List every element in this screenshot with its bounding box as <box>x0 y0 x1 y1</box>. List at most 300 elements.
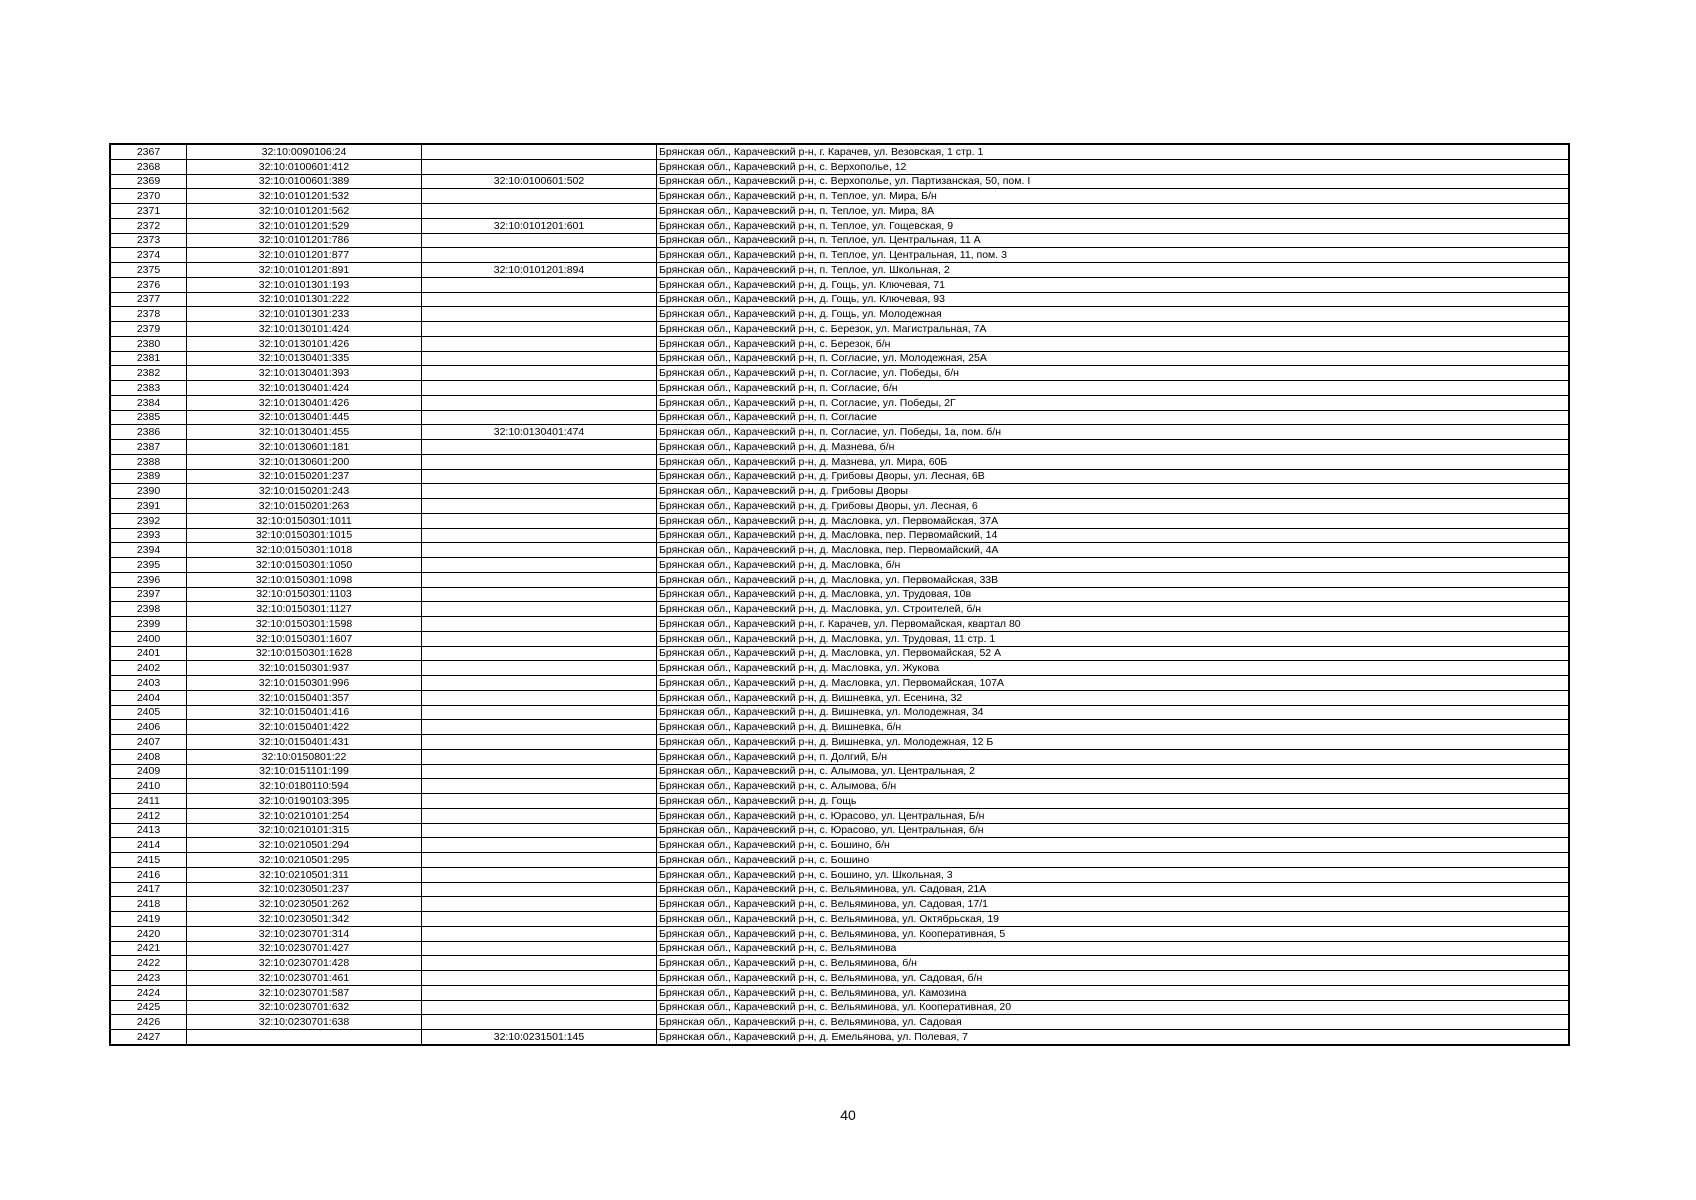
cadastral-number-cell: 32:10:0130401:426 <box>187 395 422 410</box>
object-number-cell <box>422 956 657 971</box>
address-cell: Брянская обл., Карачевский р-н, п. Теплое, ул. Мира, 8А <box>657 204 1570 219</box>
cadastral-number-cell: 32:10:0130401:445 <box>187 410 422 425</box>
row-number-cell: 2423 <box>110 971 187 986</box>
row-number-cell: 2373 <box>110 233 187 248</box>
object-number-cell <box>422 735 657 750</box>
cadastral-number-cell: 32:10:0090106:24 <box>187 144 422 159</box>
table-row <box>110 469 1569 484</box>
table-row <box>110 882 1569 897</box>
address-cell: Брянская обл., Карачевский р-н, п. Согласие, ул. Молодежная, 25А <box>657 351 1570 366</box>
address-cell: Брянская обл., Карачевский р-н, п. Теплое, ул. Центральная, 11, пом. 3 <box>657 248 1570 263</box>
address-cell: Брянская обл., Карачевский р-н, д. Масловка, б/н <box>657 558 1570 573</box>
row-number-cell: 2378 <box>110 307 187 322</box>
address-cell: Брянская обл., Карачевский р-н, д. Гощь, ул. Ключевая, 93 <box>657 292 1570 307</box>
table-row <box>110 440 1569 455</box>
object-number-cell <box>422 395 657 410</box>
table-row <box>110 174 1569 189</box>
cadastral-number-cell: 32:10:0150401:431 <box>187 735 422 750</box>
table-row <box>110 749 1569 764</box>
row-number-cell: 2395 <box>110 558 187 573</box>
table-row <box>110 897 1569 912</box>
row-number-cell: 2387 <box>110 440 187 455</box>
address-cell: Брянская обл., Карачевский р-н, д. Масловка, ул. Первомайская, 37А <box>657 513 1570 528</box>
table-row <box>110 646 1569 661</box>
row-number-cell: 2391 <box>110 499 187 514</box>
address-cell: Брянская обл., Карачевский р-н, п. Согласие, б/н <box>657 381 1570 396</box>
cadastral-number-cell: 32:10:0150801:22 <box>187 749 422 764</box>
table-row <box>110 159 1569 174</box>
row-number-cell: 2427 <box>110 1030 187 1045</box>
address-cell: Брянская обл., Карачевский р-н, с. Вельяминова, ул. Камозина <box>657 985 1570 1000</box>
row-number-cell: 2379 <box>110 322 187 337</box>
row-number-cell: 2415 <box>110 853 187 868</box>
row-number-cell: 2384 <box>110 395 187 410</box>
row-number-cell: 2414 <box>110 838 187 853</box>
address-cell: Брянская обл., Карачевский р-н, с. Бошино, ул. Школьная, 3 <box>657 867 1570 882</box>
cadastral-number-cell: 32:10:0130101:424 <box>187 322 422 337</box>
cadastral-number-cell: 32:10:0210501:311 <box>187 867 422 882</box>
object-number-cell <box>422 971 657 986</box>
object-number-cell: 32:10:0101201:894 <box>422 263 657 278</box>
cadastral-number-cell: 32:10:0130401:455 <box>187 425 422 440</box>
object-number-cell <box>422 351 657 366</box>
cadastral-number-cell: 32:10:0230501:237 <box>187 882 422 897</box>
object-number-cell <box>422 749 657 764</box>
object-number-cell <box>422 779 657 794</box>
table-row <box>110 794 1569 809</box>
object-number-cell <box>422 587 657 602</box>
object-number-cell <box>422 248 657 263</box>
table-row <box>110 823 1569 838</box>
cadastral-number-cell: 32:10:0130101:426 <box>187 336 422 351</box>
address-cell: Брянская обл., Карачевский р-н, с. Алымова, ул. Центральная, 2 <box>657 764 1570 779</box>
table-body <box>110 144 1569 1045</box>
cadastral-number-cell: 32:10:0230701:587 <box>187 985 422 1000</box>
row-number-cell: 2370 <box>110 189 187 204</box>
table-row <box>110 587 1569 602</box>
cadastral-number-cell: 32:10:0130401:424 <box>187 381 422 396</box>
cadastral-number-cell: 32:10:0101201:786 <box>187 233 422 248</box>
row-number-cell: 2371 <box>110 204 187 219</box>
table-row <box>110 528 1569 543</box>
table-row <box>110 838 1569 853</box>
cadastral-number-cell: 32:10:0150401:416 <box>187 705 422 720</box>
address-cell: Брянская обл., Карачевский р-н, с. Вельяминова, ул. Садовая <box>657 1015 1570 1030</box>
object-number-cell <box>422 867 657 882</box>
table-row <box>110 543 1569 558</box>
table-row <box>110 808 1569 823</box>
cadastral-number-cell: 32:10:0230501:262 <box>187 897 422 912</box>
address-cell: Брянская обл., Карачевский р-н, д. Масловка, ул. Первомайская, 33В <box>657 572 1570 587</box>
cadastral-number-cell: 32:10:0210101:254 <box>187 808 422 823</box>
address-cell: Брянская обл., Карачевский р-н, с. Вельяминова, ул. Садовая, 17/1 <box>657 897 1570 912</box>
row-number-cell: 2411 <box>110 794 187 809</box>
cadastral-number-cell: 32:10:0150201:263 <box>187 499 422 514</box>
row-number-cell: 2404 <box>110 690 187 705</box>
cadastral-number-cell: 32:10:0150201:237 <box>187 469 422 484</box>
object-number-cell <box>422 690 657 705</box>
table-row <box>110 912 1569 927</box>
row-number-cell: 2410 <box>110 779 187 794</box>
row-number-cell: 2400 <box>110 631 187 646</box>
row-number-cell: 2376 <box>110 277 187 292</box>
cadastral-number-cell: 32:10:0230701:314 <box>187 926 422 941</box>
address-cell: Брянская обл., Карачевский р-н, с. Верхополье, ул. Партизанская, 50, пом. I <box>657 174 1570 189</box>
object-number-cell <box>422 617 657 632</box>
address-cell: Брянская обл., Карачевский р-н, д. Емельянова, ул. Полевая, 7 <box>657 1030 1570 1045</box>
table-row <box>110 602 1569 617</box>
row-number-cell: 2398 <box>110 602 187 617</box>
cadastral-number-cell: 32:10:0150201:243 <box>187 484 422 499</box>
object-number-cell <box>422 720 657 735</box>
row-number-cell: 2386 <box>110 425 187 440</box>
cadastral-number-cell: 32:10:0150301:1103 <box>187 587 422 602</box>
table-row <box>110 189 1569 204</box>
address-cell: Брянская обл., Карачевский р-н, д. Гощь, ул. Молодежная <box>657 307 1570 322</box>
address-cell: Брянская обл., Карачевский р-н, д. Масловка, ул. Жукова <box>657 661 1570 676</box>
address-cell: Брянская обл., Карачевский р-н, д. Грибовы Дворы, ул. Лесная, 6 <box>657 499 1570 514</box>
object-number-cell <box>422 307 657 322</box>
row-number-cell: 2420 <box>110 926 187 941</box>
table-row <box>110 425 1569 440</box>
row-number-cell: 2369 <box>110 174 187 189</box>
object-number-cell <box>422 676 657 691</box>
address-cell: Брянская обл., Карачевский р-н, п. Согласие <box>657 410 1570 425</box>
table-row <box>110 926 1569 941</box>
row-number-cell: 2385 <box>110 410 187 425</box>
object-number-cell: 32:10:0130401:474 <box>422 425 657 440</box>
object-number-cell <box>422 661 657 676</box>
row-number-cell: 2377 <box>110 292 187 307</box>
address-cell: Брянская обл., Карачевский р-н, с. Алымова, б/н <box>657 779 1570 794</box>
object-number-cell <box>422 853 657 868</box>
address-cell: Брянская обл., Карачевский р-н, п. Теплое, ул. Школьная, 2 <box>657 263 1570 278</box>
object-number-cell <box>422 985 657 1000</box>
cadastral-number-cell: 32:10:0100601:389 <box>187 174 422 189</box>
table-row <box>110 410 1569 425</box>
address-cell: Брянская обл., Карачевский р-н, д. Масловка, ул. Трудовая, 10в <box>657 587 1570 602</box>
object-number-cell <box>422 1015 657 1030</box>
address-cell: Брянская обл., Карачевский р-н, с. Березок, ул. Магистральная, 7А <box>657 322 1570 337</box>
object-number-cell <box>422 381 657 396</box>
address-cell: Брянская обл., Карачевский р-н, д. Гощь, ул. Ключевая, 71 <box>657 277 1570 292</box>
object-number-cell <box>422 926 657 941</box>
cadastral-number-cell: 32:10:0180110:594 <box>187 779 422 794</box>
object-number-cell <box>422 277 657 292</box>
address-cell: Брянская обл., Карачевский р-н, д. Грибовы Дворы, ул. Лесная, 6В <box>657 469 1570 484</box>
object-number-cell <box>422 1000 657 1015</box>
row-number-cell: 2407 <box>110 735 187 750</box>
page-number: 40 <box>840 1107 856 1123</box>
cadastral-number-cell: 32:10:0150401:357 <box>187 690 422 705</box>
table-row <box>110 735 1569 750</box>
address-cell: Брянская обл., Карачевский р-н, п. Долгий, Б/н <box>657 749 1570 764</box>
object-number-cell <box>422 159 657 174</box>
cadastral-number-cell: 32:10:0150301:1628 <box>187 646 422 661</box>
table-row <box>110 985 1569 1000</box>
object-number-cell <box>422 454 657 469</box>
cadastral-number-cell: 32:10:0150301:937 <box>187 661 422 676</box>
object-number-cell <box>422 646 657 661</box>
object-number-cell <box>422 410 657 425</box>
object-number-cell <box>422 808 657 823</box>
row-number-cell: 2368 <box>110 159 187 174</box>
object-number-cell <box>422 499 657 514</box>
cadastral-number-cell: 32:10:0130401:335 <box>187 351 422 366</box>
row-number-cell: 2425 <box>110 1000 187 1015</box>
object-number-cell <box>422 189 657 204</box>
object-number-cell <box>422 558 657 573</box>
address-cell: Брянская обл., Карачевский р-н, д. Вишневка, ул. Молодежная, 34 <box>657 705 1570 720</box>
table-row <box>110 941 1569 956</box>
cadastral-number-cell: 32:10:0210101:315 <box>187 823 422 838</box>
table-row <box>110 705 1569 720</box>
object-number-cell <box>422 897 657 912</box>
object-number-cell: 32:10:0231501:145 <box>422 1030 657 1045</box>
address-cell: Брянская обл., Карачевский р-н, п. Согласие, ул. Победы, 2Г <box>657 395 1570 410</box>
row-number-cell: 2367 <box>110 144 187 159</box>
cadastral-number-cell: 32:10:0230701:632 <box>187 1000 422 1015</box>
address-cell: Брянская обл., Карачевский р-н, д. Масловка, ул. Первомайская, 52 А <box>657 646 1570 661</box>
table-row <box>110 366 1569 381</box>
object-number-cell <box>422 838 657 853</box>
row-number-cell: 2393 <box>110 528 187 543</box>
cadastral-number-cell <box>187 1030 422 1045</box>
row-number-cell: 2403 <box>110 676 187 691</box>
row-number-cell: 2390 <box>110 484 187 499</box>
address-cell: Брянская обл., Карачевский р-н, д. Масловка, ул. Строителей, б/н <box>657 602 1570 617</box>
row-number-cell: 2405 <box>110 705 187 720</box>
object-number-cell <box>422 484 657 499</box>
table-row <box>110 720 1569 735</box>
cadastral-number-cell: 32:10:0130601:181 <box>187 440 422 455</box>
table-row <box>110 454 1569 469</box>
address-cell: Брянская обл., Карачевский р-н, с. Бошино, б/н <box>657 838 1570 853</box>
cadastral-number-cell: 32:10:0101201:891 <box>187 263 422 278</box>
table-row <box>110 395 1569 410</box>
row-number-cell: 2424 <box>110 985 187 1000</box>
row-number-cell: 2416 <box>110 867 187 882</box>
table-row <box>110 307 1569 322</box>
address-cell: Брянская обл., Карачевский р-н, г. Карачев, ул. Первомайская, квартал 80 <box>657 617 1570 632</box>
table-row <box>110 233 1569 248</box>
address-cell: Брянская обл., Карачевский р-н, д. Вишневка, ул. Есенина, 32 <box>657 690 1570 705</box>
table-row <box>110 381 1569 396</box>
cadastral-number-cell: 32:10:0230701:427 <box>187 941 422 956</box>
object-number-cell <box>422 543 657 558</box>
row-number-cell: 2426 <box>110 1015 187 1030</box>
cadastral-number-cell: 32:10:0101201:529 <box>187 218 422 233</box>
table-row <box>110 292 1569 307</box>
row-number-cell: 2401 <box>110 646 187 661</box>
row-number-cell: 2421 <box>110 941 187 956</box>
address-cell: Брянская обл., Карачевский р-н, д. Вишневка, б/н <box>657 720 1570 735</box>
row-number-cell: 2382 <box>110 366 187 381</box>
cadastral-number-cell: 32:10:0150401:422 <box>187 720 422 735</box>
table-row <box>110 764 1569 779</box>
table-row <box>110 853 1569 868</box>
cadastral-number-cell: 32:10:0150301:1018 <box>187 543 422 558</box>
table-row <box>110 779 1569 794</box>
table-row <box>110 336 1569 351</box>
address-cell: Брянская обл., Карачевский р-н, с. Вельяминова, ул. Октябрьская, 19 <box>657 912 1570 927</box>
cadastral-number-cell: 32:10:0150301:1127 <box>187 602 422 617</box>
address-cell: Брянская обл., Карачевский р-н, д. Мазнева, б/н <box>657 440 1570 455</box>
row-number-cell: 2383 <box>110 381 187 396</box>
cadastral-number-cell: 32:10:0101301:222 <box>187 292 422 307</box>
row-number-cell: 2417 <box>110 882 187 897</box>
table-row <box>110 572 1569 587</box>
object-number-cell: 32:10:0101201:601 <box>422 218 657 233</box>
cadastral-number-cell: 32:10:0150301:1098 <box>187 572 422 587</box>
row-number-cell: 2408 <box>110 749 187 764</box>
address-cell: Брянская обл., Карачевский р-н, д. Масловка, ул. Трудовая, 11 стр. 1 <box>657 631 1570 646</box>
cadastral-number-cell: 32:10:0100601:412 <box>187 159 422 174</box>
cadastral-number-cell: 32:10:0150301:996 <box>187 676 422 691</box>
address-cell: Брянская обл., Карачевский р-н, д. Масловка, ул. Первомайская, 107А <box>657 676 1570 691</box>
object-number-cell <box>422 764 657 779</box>
address-cell: Брянская обл., Карачевский р-н, с. Вельяминова, ул. Садовая, 21А <box>657 882 1570 897</box>
cadastral-number-cell: 32:10:0230701:428 <box>187 956 422 971</box>
row-number-cell: 2381 <box>110 351 187 366</box>
cadastral-number-cell: 32:10:0230701:638 <box>187 1015 422 1030</box>
row-number-cell: 2396 <box>110 572 187 587</box>
address-cell: Брянская обл., Карачевский р-н, с. Вельяминова, ул. Кооперативная, 20 <box>657 1000 1570 1015</box>
table-row <box>110 1030 1569 1045</box>
object-number-cell <box>422 572 657 587</box>
row-number-cell: 2372 <box>110 218 187 233</box>
address-cell: Брянская обл., Карачевский р-н, д. Грибовы Дворы <box>657 484 1570 499</box>
table-row <box>110 351 1569 366</box>
object-number-cell <box>422 823 657 838</box>
address-cell: Брянская обл., Карачевский р-н, п. Теплое, ул. Мира, Б/н <box>657 189 1570 204</box>
cadastral-number-cell: 32:10:0150301:1015 <box>187 528 422 543</box>
row-number-cell: 2412 <box>110 808 187 823</box>
register-table <box>109 143 1570 1046</box>
table-row <box>110 558 1569 573</box>
table-row <box>110 690 1569 705</box>
row-number-cell: 2374 <box>110 248 187 263</box>
cadastral-number-cell: 32:10:0150301:1607 <box>187 631 422 646</box>
row-number-cell: 2399 <box>110 617 187 632</box>
row-number-cell: 2380 <box>110 336 187 351</box>
object-number-cell <box>422 941 657 956</box>
table-row <box>110 971 1569 986</box>
cadastral-number-cell: 32:10:0230501:342 <box>187 912 422 927</box>
table-row <box>110 956 1569 971</box>
table-row <box>110 144 1569 159</box>
address-cell: Брянская обл., Карачевский р-н, п. Теплое, ул. Центральная, 11 А <box>657 233 1570 248</box>
cadastral-number-cell: 32:10:0150301:1011 <box>187 513 422 528</box>
table-row <box>110 676 1569 691</box>
cadastral-number-cell: 32:10:0101301:233 <box>187 307 422 322</box>
object-number-cell <box>422 513 657 528</box>
object-number-cell <box>422 602 657 617</box>
address-cell: Брянская обл., Карачевский р-н, д. Мазнева, ул. Мира, 60Б <box>657 454 1570 469</box>
address-cell: Брянская обл., Карачевский р-н, г. Карачев, ул. Везовская, 1 стр. 1 <box>657 144 1570 159</box>
table-row <box>110 263 1569 278</box>
table-row <box>110 631 1569 646</box>
object-number-cell <box>422 292 657 307</box>
address-cell: Брянская обл., Карачевский р-н, с. Юрасово, ул. Центральная, Б/н <box>657 808 1570 823</box>
row-number-cell: 2422 <box>110 956 187 971</box>
cadastral-number-cell: 32:10:0210501:294 <box>187 838 422 853</box>
object-number-cell <box>422 469 657 484</box>
row-number-cell: 2392 <box>110 513 187 528</box>
address-cell: Брянская обл., Карачевский р-н, д. Масловка, пер. Первомайский, 14 <box>657 528 1570 543</box>
table-row <box>110 867 1569 882</box>
object-number-cell <box>422 233 657 248</box>
table-row <box>110 204 1569 219</box>
object-number-cell <box>422 322 657 337</box>
object-number-cell <box>422 631 657 646</box>
address-cell: Брянская обл., Карачевский р-н, п. Согласие, ул. Победы, 1а, пом. б/н <box>657 425 1570 440</box>
cadastral-number-cell: 32:10:0130601:200 <box>187 454 422 469</box>
object-number-cell <box>422 204 657 219</box>
table-row <box>110 322 1569 337</box>
object-number-cell <box>422 336 657 351</box>
object-number-cell: 32:10:0100601:502 <box>422 174 657 189</box>
object-number-cell <box>422 705 657 720</box>
cadastral-number-cell: 32:10:0130401:393 <box>187 366 422 381</box>
cadastral-number-cell: 32:10:0230701:461 <box>187 971 422 986</box>
row-number-cell: 2418 <box>110 897 187 912</box>
cadastral-number-cell: 32:10:0101201:562 <box>187 204 422 219</box>
address-cell: Брянская обл., Карачевский р-н, с. Вельяминова, ул. Кооперативная, 5 <box>657 926 1570 941</box>
address-cell: Брянская обл., Карачевский р-н, д. Вишневка, ул. Молодежная, 12 Б <box>657 735 1570 750</box>
cadastral-number-cell: 32:10:0150301:1050 <box>187 558 422 573</box>
address-cell: Брянская обл., Карачевский р-н, с. Юрасово, ул. Центральная, б/н <box>657 823 1570 838</box>
row-number-cell: 2406 <box>110 720 187 735</box>
cadastral-number-cell: 32:10:0190103:395 <box>187 794 422 809</box>
object-number-cell <box>422 882 657 897</box>
cadastral-number-cell: 32:10:0210501:295 <box>187 853 422 868</box>
row-number-cell: 2388 <box>110 454 187 469</box>
row-number-cell: 2402 <box>110 661 187 676</box>
table-row <box>110 277 1569 292</box>
row-number-cell: 2397 <box>110 587 187 602</box>
address-cell: Брянская обл., Карачевский р-н, п. Согласие, ул. Победы, б/н <box>657 366 1570 381</box>
table-row <box>110 617 1569 632</box>
table-row <box>110 218 1569 233</box>
object-number-cell <box>422 440 657 455</box>
cadastral-number-cell: 32:10:0101201:877 <box>187 248 422 263</box>
cadastral-number-cell: 32:10:0101201:532 <box>187 189 422 204</box>
table-row <box>110 248 1569 263</box>
address-cell: Брянская обл., Карачевский р-н, с. Вельяминова <box>657 941 1570 956</box>
object-number-cell <box>422 794 657 809</box>
cadastral-number-cell: 32:10:0150301:1598 <box>187 617 422 632</box>
cadastral-number-cell: 32:10:0151101:199 <box>187 764 422 779</box>
object-number-cell <box>422 912 657 927</box>
table-row <box>110 661 1569 676</box>
table-row <box>110 484 1569 499</box>
table-row <box>110 1000 1569 1015</box>
cadastral-number-cell: 32:10:0101301:193 <box>187 277 422 292</box>
row-number-cell: 2419 <box>110 912 187 927</box>
table-row <box>110 1015 1569 1030</box>
object-number-cell <box>422 528 657 543</box>
row-number-cell: 2375 <box>110 263 187 278</box>
address-cell: Брянская обл., Карачевский р-н, с. Березок, б/н <box>657 336 1570 351</box>
address-cell: Брянская обл., Карачевский р-н, с. Бошино <box>657 853 1570 868</box>
address-cell: Брянская обл., Карачевский р-н, с. Верхополье, 12 <box>657 159 1570 174</box>
address-cell: Брянская обл., Карачевский р-н, д. Масловка, пер. Первомайский, 4А <box>657 543 1570 558</box>
table-row <box>110 499 1569 514</box>
row-number-cell: 2394 <box>110 543 187 558</box>
address-cell: Брянская обл., Карачевский р-н, с. Вельяминова, б/н <box>657 956 1570 971</box>
address-cell: Брянская обл., Карачевский р-н, с. Вельяминова, ул. Садовая, б/н <box>657 971 1570 986</box>
